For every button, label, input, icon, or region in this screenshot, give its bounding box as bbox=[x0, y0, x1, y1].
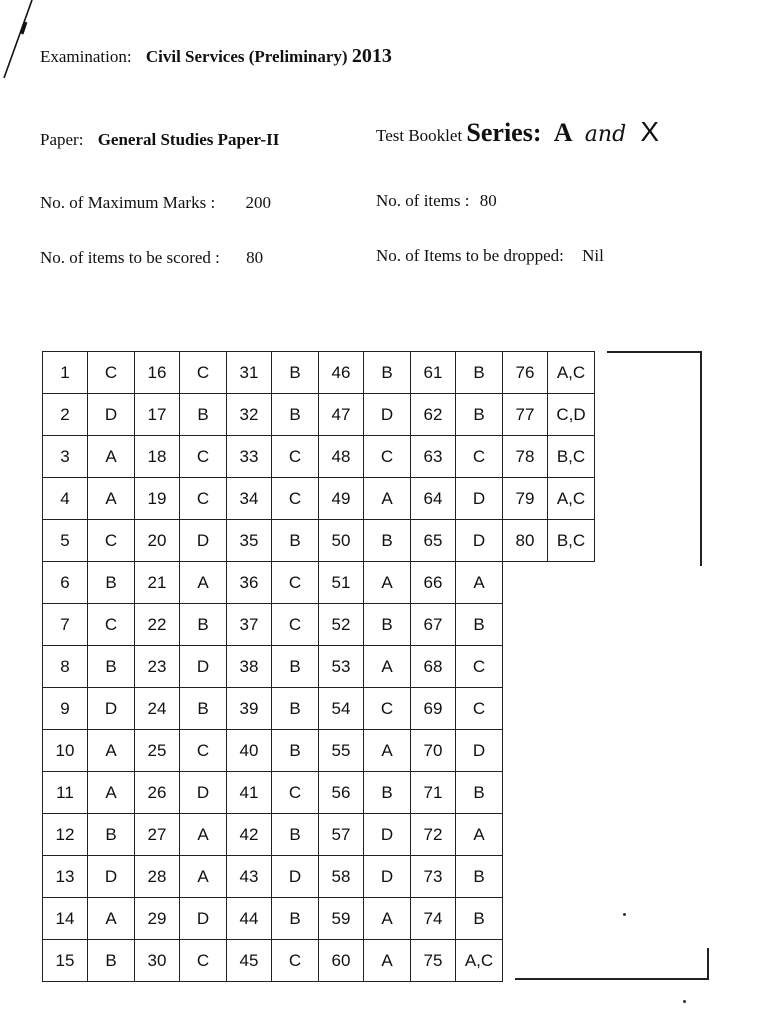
items-line bbox=[376, 191, 497, 211]
answer-option: B bbox=[364, 520, 411, 562]
question-number: 5 bbox=[43, 520, 88, 562]
question-number: 52 bbox=[319, 604, 364, 646]
answer-option: B,C bbox=[548, 436, 595, 478]
answer-option: B bbox=[364, 604, 411, 646]
question-number: 10 bbox=[43, 730, 88, 772]
scored-value: 80 bbox=[246, 248, 264, 267]
scored-line bbox=[40, 248, 263, 268]
answer-key-table-wrapper bbox=[42, 351, 595, 982]
answer-option: C bbox=[272, 436, 319, 478]
question-number: 7 bbox=[43, 604, 88, 646]
question-number: 47 bbox=[319, 394, 364, 436]
answer-option: B bbox=[180, 604, 227, 646]
question-number: 14 bbox=[43, 898, 88, 940]
answer-option: D bbox=[180, 898, 227, 940]
answer-option: C bbox=[272, 772, 319, 814]
examination-line bbox=[40, 45, 392, 68]
question-number: 46 bbox=[319, 352, 364, 394]
question-number: 58 bbox=[319, 856, 364, 898]
answer-option: C bbox=[272, 940, 319, 982]
answer-option: B bbox=[88, 814, 135, 856]
question-number: 17 bbox=[135, 394, 180, 436]
scan-pen-mark bbox=[2, 0, 42, 80]
items-value: 80 bbox=[479, 191, 497, 210]
answer-option: D bbox=[180, 646, 227, 688]
question-number: 37 bbox=[227, 604, 272, 646]
answer-option: A bbox=[88, 436, 135, 478]
question-number: 35 bbox=[227, 520, 272, 562]
question-number: 71 bbox=[411, 772, 456, 814]
question-number: 62 bbox=[411, 394, 456, 436]
question-number: 24 bbox=[135, 688, 180, 730]
answer-row bbox=[43, 898, 595, 940]
examination-label: Examination: bbox=[40, 47, 132, 66]
question-number: 19 bbox=[135, 478, 180, 520]
answer-option: D bbox=[456, 730, 503, 772]
answer-option: A bbox=[364, 898, 411, 940]
answer-option: B,C bbox=[548, 520, 595, 562]
question-number: 78 bbox=[503, 436, 548, 478]
paper-line bbox=[40, 130, 279, 150]
max-marks-line bbox=[40, 193, 271, 213]
paper-label: Paper: bbox=[40, 130, 84, 149]
answer-option: C bbox=[364, 688, 411, 730]
answer-option: A bbox=[88, 772, 135, 814]
table-outline-right-low bbox=[707, 948, 709, 980]
examination-year: 2013 bbox=[351, 45, 392, 67]
series-line bbox=[376, 116, 659, 148]
answer-option: B bbox=[456, 352, 503, 394]
question-number: 4 bbox=[43, 478, 88, 520]
question-number: 27 bbox=[135, 814, 180, 856]
answer-option: C bbox=[272, 604, 319, 646]
answer-option: B bbox=[88, 646, 135, 688]
answer-option: B bbox=[456, 604, 503, 646]
max-marks-value: 200 bbox=[245, 193, 271, 212]
question-number: 65 bbox=[411, 520, 456, 562]
question-number: 2 bbox=[43, 394, 88, 436]
question-number: 13 bbox=[43, 856, 88, 898]
answer-option: C bbox=[456, 436, 503, 478]
answer-option: B bbox=[272, 646, 319, 688]
answer-option: A bbox=[180, 562, 227, 604]
question-number: 54 bbox=[319, 688, 364, 730]
answer-option: B bbox=[272, 520, 319, 562]
answer-row bbox=[43, 772, 595, 814]
question-number: 75 bbox=[411, 940, 456, 982]
answer-option: C bbox=[180, 436, 227, 478]
answer-option: A,C bbox=[548, 478, 595, 520]
answer-option: D bbox=[180, 772, 227, 814]
question-number: 9 bbox=[43, 688, 88, 730]
answer-option: C bbox=[88, 604, 135, 646]
series-x: X bbox=[640, 116, 660, 147]
empty-cell bbox=[548, 730, 595, 772]
question-number: 67 bbox=[411, 604, 456, 646]
answer-option: A bbox=[180, 814, 227, 856]
question-number: 22 bbox=[135, 604, 180, 646]
answer-option: A,C bbox=[456, 940, 503, 982]
question-number: 30 bbox=[135, 940, 180, 982]
question-number: 32 bbox=[227, 394, 272, 436]
answer-option: A bbox=[364, 730, 411, 772]
empty-cell bbox=[503, 688, 548, 730]
empty-cell bbox=[548, 772, 595, 814]
answer-option: B bbox=[364, 352, 411, 394]
answer-option: B bbox=[272, 730, 319, 772]
question-number: 11 bbox=[43, 772, 88, 814]
answer-option: D bbox=[88, 688, 135, 730]
answer-option: B bbox=[456, 856, 503, 898]
question-number: 34 bbox=[227, 478, 272, 520]
empty-cell bbox=[503, 814, 548, 856]
empty-cell bbox=[503, 856, 548, 898]
question-number: 3 bbox=[43, 436, 88, 478]
series-a: A bbox=[553, 118, 573, 147]
question-number: 48 bbox=[319, 436, 364, 478]
answer-row bbox=[43, 352, 595, 394]
question-number: 44 bbox=[227, 898, 272, 940]
answer-option: B bbox=[456, 772, 503, 814]
answer-option: A bbox=[88, 478, 135, 520]
answer-option: B bbox=[272, 394, 319, 436]
question-number: 28 bbox=[135, 856, 180, 898]
answer-option: D bbox=[364, 394, 411, 436]
empty-cell bbox=[548, 940, 595, 982]
question-number: 31 bbox=[227, 352, 272, 394]
question-number: 15 bbox=[43, 940, 88, 982]
empty-cell bbox=[548, 898, 595, 940]
empty-cell bbox=[503, 646, 548, 688]
paper-value: General Studies Paper-II bbox=[97, 130, 280, 149]
question-number: 42 bbox=[227, 814, 272, 856]
empty-cell bbox=[503, 898, 548, 940]
empty-cell bbox=[503, 562, 548, 604]
answer-option: B bbox=[180, 688, 227, 730]
question-number: 68 bbox=[411, 646, 456, 688]
question-number: 64 bbox=[411, 478, 456, 520]
question-number: 21 bbox=[135, 562, 180, 604]
empty-cell bbox=[548, 562, 595, 604]
empty-cell bbox=[548, 604, 595, 646]
series-label: Series: bbox=[466, 118, 542, 147]
empty-cell bbox=[503, 940, 548, 982]
answer-option: B bbox=[88, 940, 135, 982]
answer-option: D bbox=[272, 856, 319, 898]
dropped-value: Nil bbox=[582, 246, 604, 265]
answer-option: C bbox=[180, 478, 227, 520]
answer-option: C bbox=[272, 478, 319, 520]
question-number: 73 bbox=[411, 856, 456, 898]
answer-option: C bbox=[456, 646, 503, 688]
empty-cell bbox=[503, 772, 548, 814]
answer-row bbox=[43, 646, 595, 688]
answer-option: B bbox=[456, 394, 503, 436]
answer-row bbox=[43, 394, 595, 436]
question-number: 63 bbox=[411, 436, 456, 478]
answer-row bbox=[43, 814, 595, 856]
answer-row bbox=[43, 688, 595, 730]
question-number: 74 bbox=[411, 898, 456, 940]
answer-option: D bbox=[88, 394, 135, 436]
answer-option: C bbox=[88, 352, 135, 394]
answer-row bbox=[43, 730, 595, 772]
question-number: 1 bbox=[43, 352, 88, 394]
empty-cell bbox=[503, 604, 548, 646]
question-number: 51 bbox=[319, 562, 364, 604]
question-number: 23 bbox=[135, 646, 180, 688]
answer-row bbox=[43, 520, 595, 562]
question-number: 77 bbox=[503, 394, 548, 436]
question-number: 57 bbox=[319, 814, 364, 856]
answer-row bbox=[43, 856, 595, 898]
answer-option: A,C bbox=[548, 352, 595, 394]
question-number: 59 bbox=[319, 898, 364, 940]
question-number: 66 bbox=[411, 562, 456, 604]
answer-option: D bbox=[456, 520, 503, 562]
question-number: 12 bbox=[43, 814, 88, 856]
answer-option: A bbox=[364, 940, 411, 982]
answer-option: C bbox=[180, 730, 227, 772]
question-number: 6 bbox=[43, 562, 88, 604]
question-number: 20 bbox=[135, 520, 180, 562]
question-number: 25 bbox=[135, 730, 180, 772]
answer-row bbox=[43, 562, 595, 604]
answer-option: D bbox=[456, 478, 503, 520]
answer-option: C bbox=[180, 940, 227, 982]
scan-speck bbox=[683, 1000, 686, 1003]
question-number: 49 bbox=[319, 478, 364, 520]
empty-cell bbox=[548, 688, 595, 730]
answer-option: B bbox=[272, 898, 319, 940]
question-number: 45 bbox=[227, 940, 272, 982]
scan-speck bbox=[623, 913, 626, 916]
answer-option: B bbox=[272, 688, 319, 730]
question-number: 26 bbox=[135, 772, 180, 814]
question-number: 33 bbox=[227, 436, 272, 478]
dropped-line bbox=[376, 246, 604, 266]
answer-row bbox=[43, 604, 595, 646]
answer-row bbox=[43, 436, 595, 478]
answer-option: D bbox=[364, 814, 411, 856]
answer-option: A bbox=[364, 646, 411, 688]
answer-option: B bbox=[272, 814, 319, 856]
answer-option: A bbox=[364, 562, 411, 604]
answer-option: A bbox=[364, 478, 411, 520]
empty-cell bbox=[548, 646, 595, 688]
answer-option: C bbox=[272, 562, 319, 604]
question-number: 43 bbox=[227, 856, 272, 898]
question-number: 40 bbox=[227, 730, 272, 772]
scored-label: No. of items to be scored : bbox=[40, 248, 220, 267]
answer-option: A bbox=[456, 562, 503, 604]
answer-option: C bbox=[456, 688, 503, 730]
answer-option: B bbox=[364, 772, 411, 814]
answer-option: C,D bbox=[548, 394, 595, 436]
question-number: 53 bbox=[319, 646, 364, 688]
empty-cell bbox=[548, 856, 595, 898]
question-number: 39 bbox=[227, 688, 272, 730]
question-number: 16 bbox=[135, 352, 180, 394]
question-number: 70 bbox=[411, 730, 456, 772]
question-number: 80 bbox=[503, 520, 548, 562]
max-marks-label: No. of Maximum Marks : bbox=[40, 193, 216, 212]
answer-option: B bbox=[180, 394, 227, 436]
question-number: 18 bbox=[135, 436, 180, 478]
answer-option: A bbox=[456, 814, 503, 856]
answer-option: C bbox=[88, 520, 135, 562]
question-number: 29 bbox=[135, 898, 180, 940]
question-number: 79 bbox=[503, 478, 548, 520]
question-number: 55 bbox=[319, 730, 364, 772]
answer-row bbox=[43, 940, 595, 982]
answer-option: B bbox=[272, 352, 319, 394]
question-number: 36 bbox=[227, 562, 272, 604]
question-number: 41 bbox=[227, 772, 272, 814]
question-number: 72 bbox=[411, 814, 456, 856]
answer-row bbox=[43, 478, 595, 520]
booklet-label: Test Booklet bbox=[376, 126, 463, 145]
answer-option: B bbox=[88, 562, 135, 604]
answer-option: D bbox=[180, 520, 227, 562]
series-and-handwritten: and bbox=[584, 122, 627, 147]
question-number: 50 bbox=[319, 520, 364, 562]
table-outline-right bbox=[700, 351, 702, 566]
empty-cell bbox=[548, 814, 595, 856]
question-number: 61 bbox=[411, 352, 456, 394]
items-label: No. of items : bbox=[376, 191, 470, 210]
answer-option: A bbox=[88, 730, 135, 772]
answer-option: D bbox=[364, 856, 411, 898]
question-number: 56 bbox=[319, 772, 364, 814]
answer-key-table bbox=[42, 351, 595, 982]
question-number: 8 bbox=[43, 646, 88, 688]
question-number: 38 bbox=[227, 646, 272, 688]
dropped-label: No. of Items to be dropped: bbox=[376, 246, 564, 265]
table-outline-top-extension bbox=[607, 351, 702, 353]
answer-option: A bbox=[180, 856, 227, 898]
question-number: 76 bbox=[503, 352, 548, 394]
answer-option: A bbox=[88, 898, 135, 940]
answer-option: C bbox=[364, 436, 411, 478]
question-number: 60 bbox=[319, 940, 364, 982]
table-outline-bottom-extension bbox=[515, 978, 708, 980]
examination-value: Civil Services (Preliminary) bbox=[145, 47, 348, 66]
answer-option: B bbox=[456, 898, 503, 940]
answer-option: C bbox=[180, 352, 227, 394]
answer-option: D bbox=[88, 856, 135, 898]
empty-cell bbox=[503, 730, 548, 772]
question-number: 69 bbox=[411, 688, 456, 730]
